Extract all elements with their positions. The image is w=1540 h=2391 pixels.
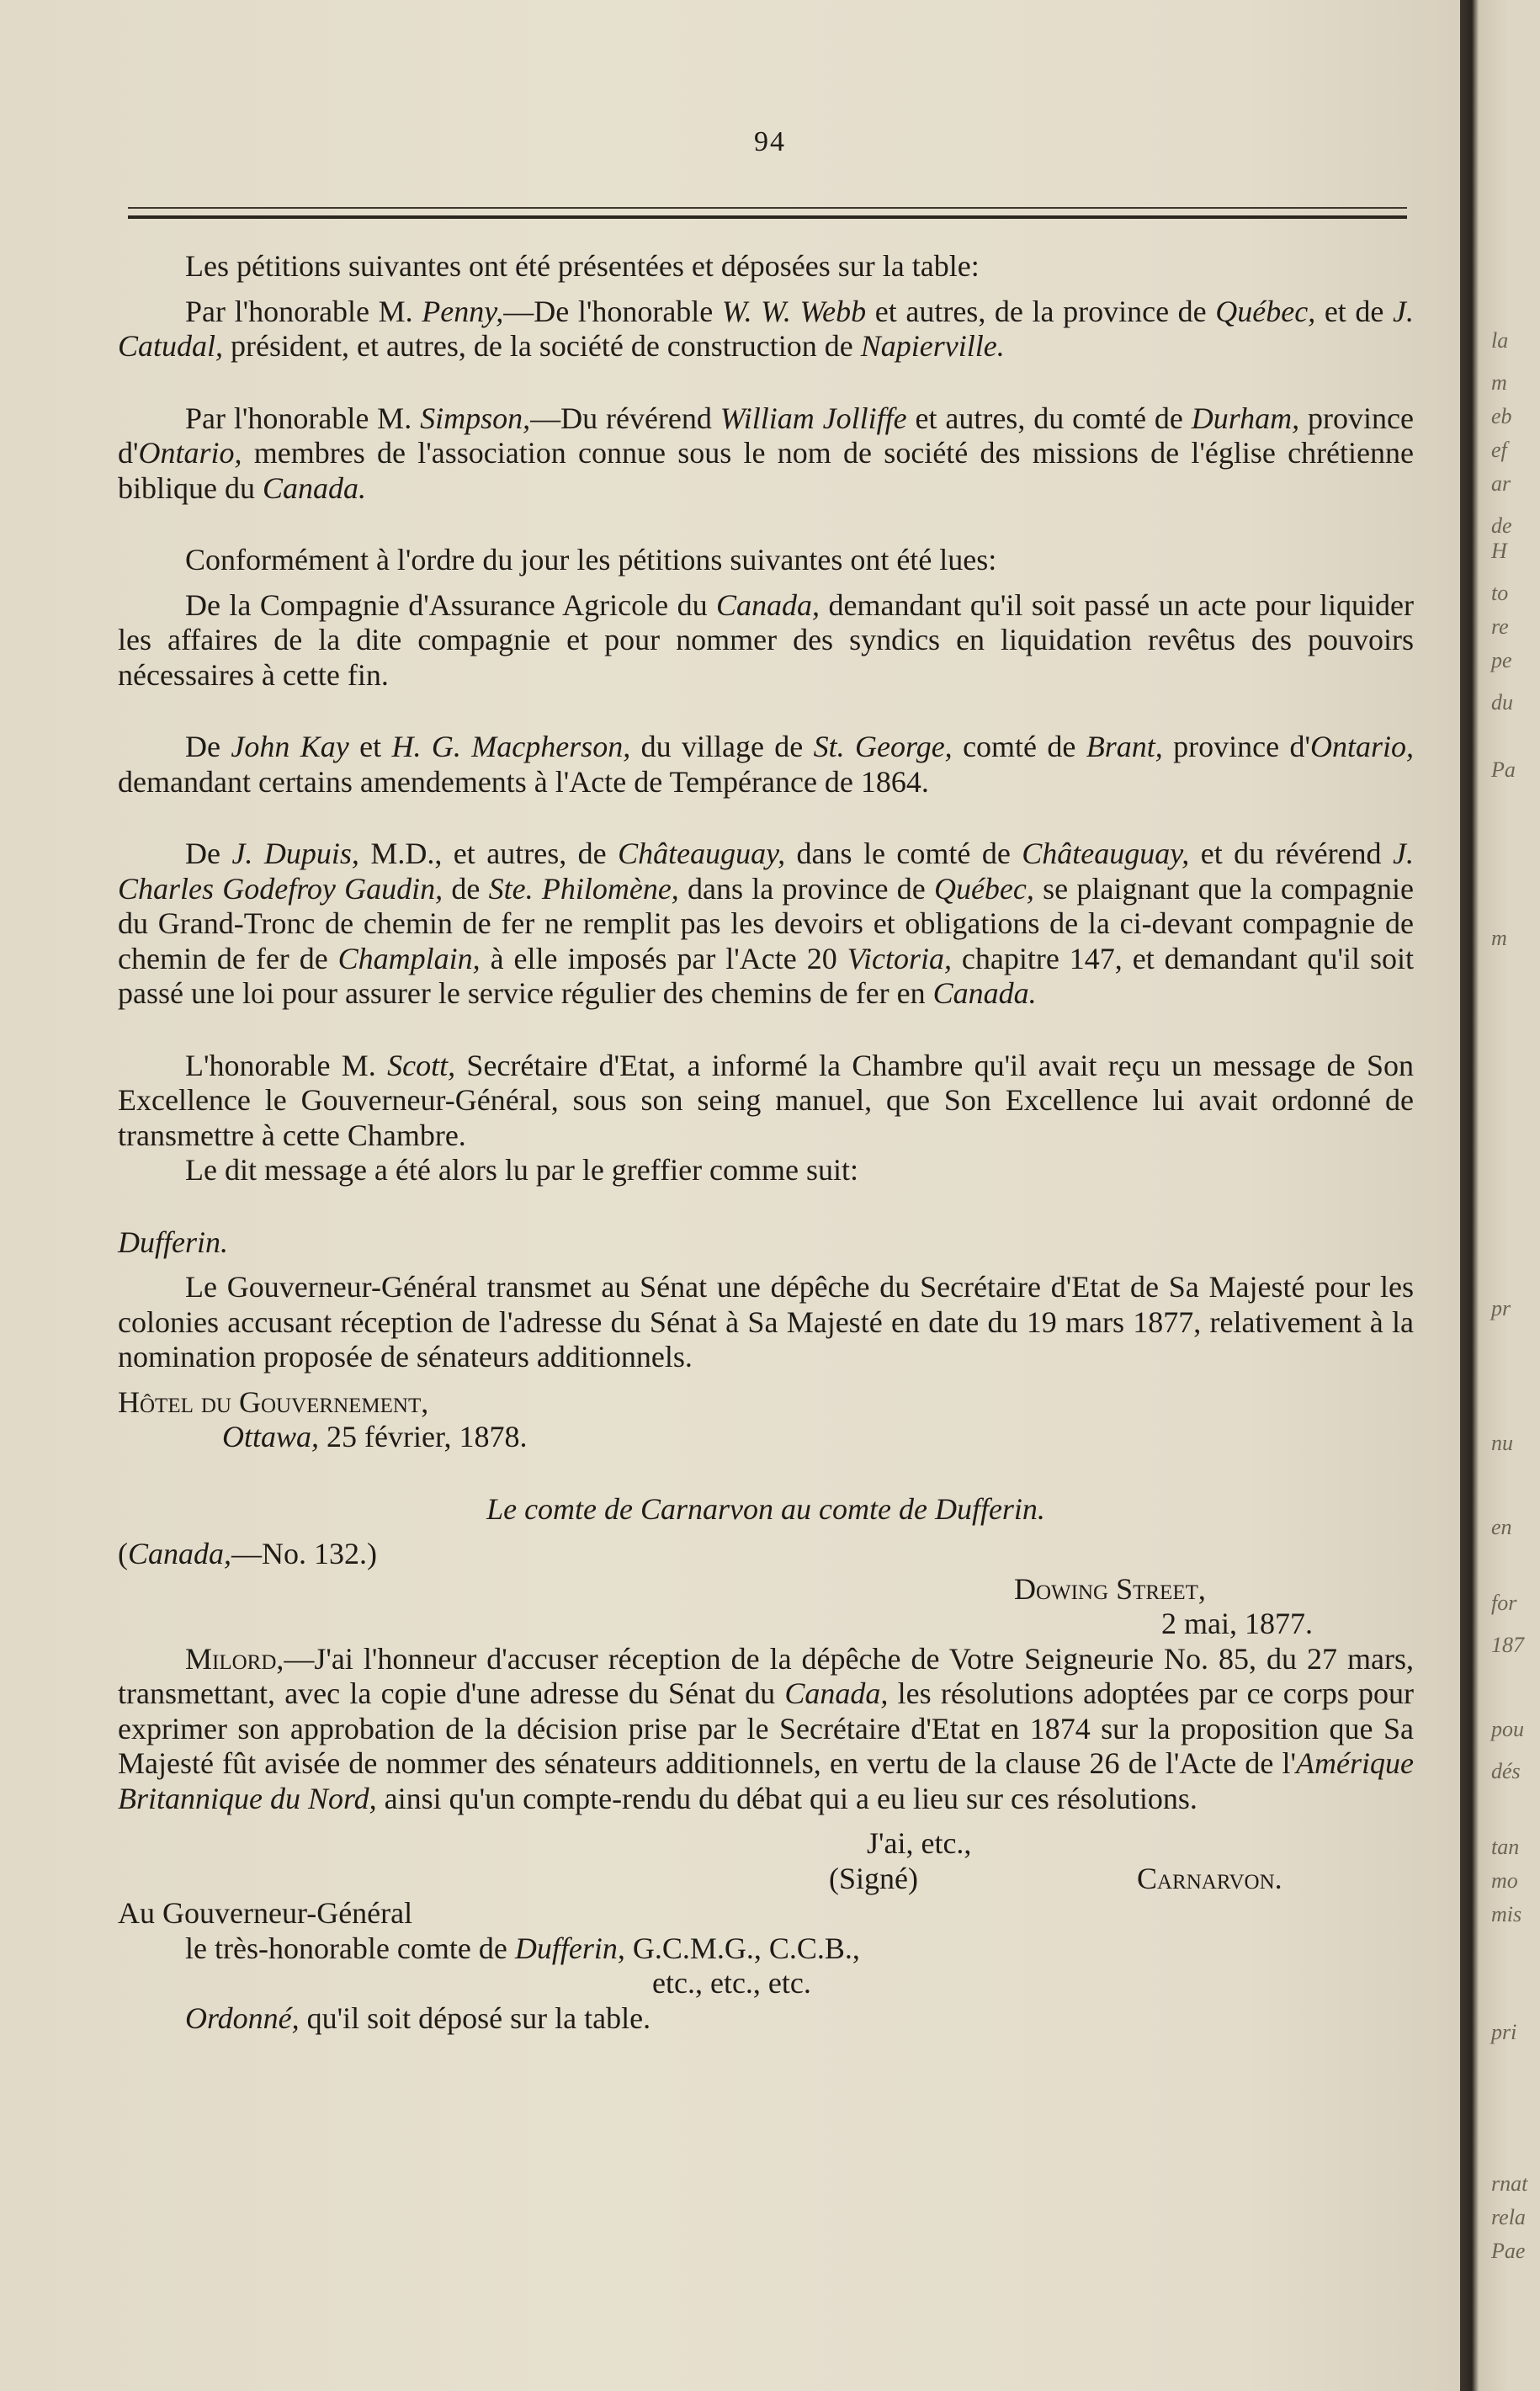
ottawa-date: Ottawa, 25 février, 1878. bbox=[222, 1420, 528, 1453]
closing-signe: (Signé) bbox=[829, 1861, 918, 1895]
address-au-gouverneur: Au Gouverneur-Général bbox=[118, 1896, 413, 1930]
para-scott-message: L'honorable M. Scott, Secrétaire d'Etat, a informé la Chambre qu'il avait reçu un message de Son Excellence le Gouverneur-Général, sous son seing manuel, que Son Excellence lui avait ordonné de transmettre à cette Chambre. bbox=[118, 1048, 1414, 1152]
margin-fragment: mis bbox=[1491, 1902, 1522, 1926]
para-petition-penny: Par l'honorable M. Penny,—De l'honorable W. W. Webb et autres, de la province de Québec, et de J. Catudal, président, et autres, de la société de construction de Napierville. bbox=[118, 294, 1415, 363]
margin-fragment: la bbox=[1491, 328, 1509, 353]
dowing-street: Dowing Street, bbox=[1014, 1571, 1206, 1606]
margin-fragment: pou bbox=[1491, 1717, 1524, 1741]
margin-fragment: re bbox=[1491, 614, 1509, 639]
address-etc: etc., etc., etc. bbox=[652, 1966, 811, 2000]
margin-fragment: de bbox=[1491, 513, 1512, 538]
margin-fragment: ar bbox=[1491, 471, 1511, 496]
para-assurance-agricole: De la Compagnie d'Assurance Agricole du Canada, demandant qu'il soit passé un acte pour liquider les affaires de la dite compagnie et pour nommer des syndics en liquidation revêtus des pouvoirs nécessaires à cette fin. bbox=[118, 587, 1414, 692]
margin-fragment: eb bbox=[1491, 404, 1512, 428]
margin-fragment: H bbox=[1491, 539, 1507, 563]
margin-fragment: Pae bbox=[1491, 2239, 1526, 2263]
para-message-read: Le dit message a été alors lu par le greffier comme suit: bbox=[185, 1153, 859, 1187]
dispatch-date: 2 mai, 1877. bbox=[1161, 1607, 1313, 1640]
margin-fragment: Pa bbox=[1491, 757, 1516, 782]
para-governor-transmits: Le Gouverneur-Général transmet au Sénat une dépêche du Secrétaire d'Etat de Sa Majesté pour les colonies accusant réception de l'adresse du Sénat à Sa Majesté en date du 19 mars 1877, relativement à la nomination proposée de sénateurs additionnels. bbox=[118, 1270, 1414, 1373]
closing-carnarvon: Carnarvon. bbox=[1136, 1861, 1282, 1895]
signature-dufferin: Dufferin. bbox=[118, 1225, 228, 1259]
hotel-gouvernement: Hôtel du Gouvernement, bbox=[118, 1384, 429, 1419]
margin-fragment: mo bbox=[1491, 1868, 1518, 1893]
dispatch-number: (Canada,—No. 132.) bbox=[118, 1537, 378, 1570]
margin-fragment: du bbox=[1491, 690, 1513, 715]
para-milord: Milord,—J'ai l'honneur d'accuser réception de la dépêche de Votre Seigneurie No. 85, du 27 mars, transmettant, avec la copie d'une adresse du Sénat du Canada, les résolutions adoptées par ce corps pour exprimer son approbation de la décision prise par le Secrétaire d'Etat en 1874 sur la proposition que Sa Majesté fût avisée de nommer des sénateurs additionnels, en vertu de la clause 26 de l'Acte de l'Amérique Britannique du Nord, ainsi qu'un compte-rendu du débat qui a eu lieu sur ces résolutions. bbox=[118, 1641, 1414, 1815]
address-dufferin: le très-honorable comte de Dufferin, G.C.M.G., C.C.B., bbox=[185, 1931, 860, 1965]
margin-fragment: pri bbox=[1491, 2020, 1517, 2044]
margin-fragment: rela bbox=[1491, 2205, 1526, 2229]
para-kay-macpherson: De John Kay et H. G. Macpherson, du village de St. George, comté de Brant, province d'Ontario, demandant certains amendements à l'Acte de Tempérance de 1864. bbox=[118, 730, 1415, 799]
margin-fragment: tan bbox=[1491, 1835, 1520, 1859]
margin-fragment: nu bbox=[1491, 1431, 1513, 1455]
margin-fragment: to bbox=[1491, 581, 1509, 605]
closing-signature-line bbox=[118, 1862, 1414, 1897]
margin-fragment: dés bbox=[1491, 1759, 1521, 1783]
header-rule-thin bbox=[128, 207, 1407, 209]
margin-fragment: en bbox=[1491, 1515, 1512, 1539]
margin-fragment: pr bbox=[1491, 1296, 1511, 1320]
margin-fragment: for bbox=[1491, 1591, 1517, 1615]
page-content bbox=[118, 249, 1414, 2036]
para-petitions-intro: Les pétitions suivantes ont été présentées et déposées sur la table: bbox=[185, 249, 980, 283]
margin-fragment: rnat bbox=[1491, 2171, 1528, 2196]
margin-fragment: pe bbox=[1491, 648, 1512, 672]
para-dupuis-gaudin: De J. Dupuis, M.D., et autres, de Châteauguay, dans le comté de Châteauguay, et du révérend J. Charles Godefroy Gaudin, de Ste. Philomène, dans la province de Québec, se plaignant que la compagnie du Grand-Tronc de chemin de fer ne remplit pas les devoirs et obligations de la ci-devant compagnie de chemin de fer de Champlain, à elle imposés par l'Acte 20 Victoria, chapitre 147, et demandant qu'il soit passé une loi pour assurer le service régulier des chemins de fer en Canada. bbox=[118, 837, 1414, 1010]
para-petitions-read: Conformément à l'ordre du jour les pétitions suivantes ont été lues: bbox=[185, 543, 997, 576]
closing-jai: J'ai, etc., bbox=[867, 1826, 972, 1860]
dispatch-heading: Le comte de Carnarvon au comte de Dufferin. bbox=[486, 1491, 1045, 1526]
margin-fragment: m bbox=[1491, 370, 1507, 395]
page-number: 94 bbox=[754, 126, 786, 157]
header-rule-thick bbox=[128, 215, 1407, 219]
margin-fragment: ef bbox=[1491, 438, 1507, 462]
margin-fragment: 187 bbox=[1491, 1633, 1524, 1657]
para-ordonne: Ordonné, qu'il soit déposé sur la table. bbox=[185, 2000, 651, 2035]
margin-fragment: m bbox=[1491, 926, 1507, 950]
para-petition-simpson: Par l'honorable M. Simpson,—Du révérend William Jolliffe et autres, du comté de Durham, province d'Ontario, membres de l'association connue sous le nom de société des missions de l'église chrétienne biblique du Canada. bbox=[118, 401, 1414, 505]
